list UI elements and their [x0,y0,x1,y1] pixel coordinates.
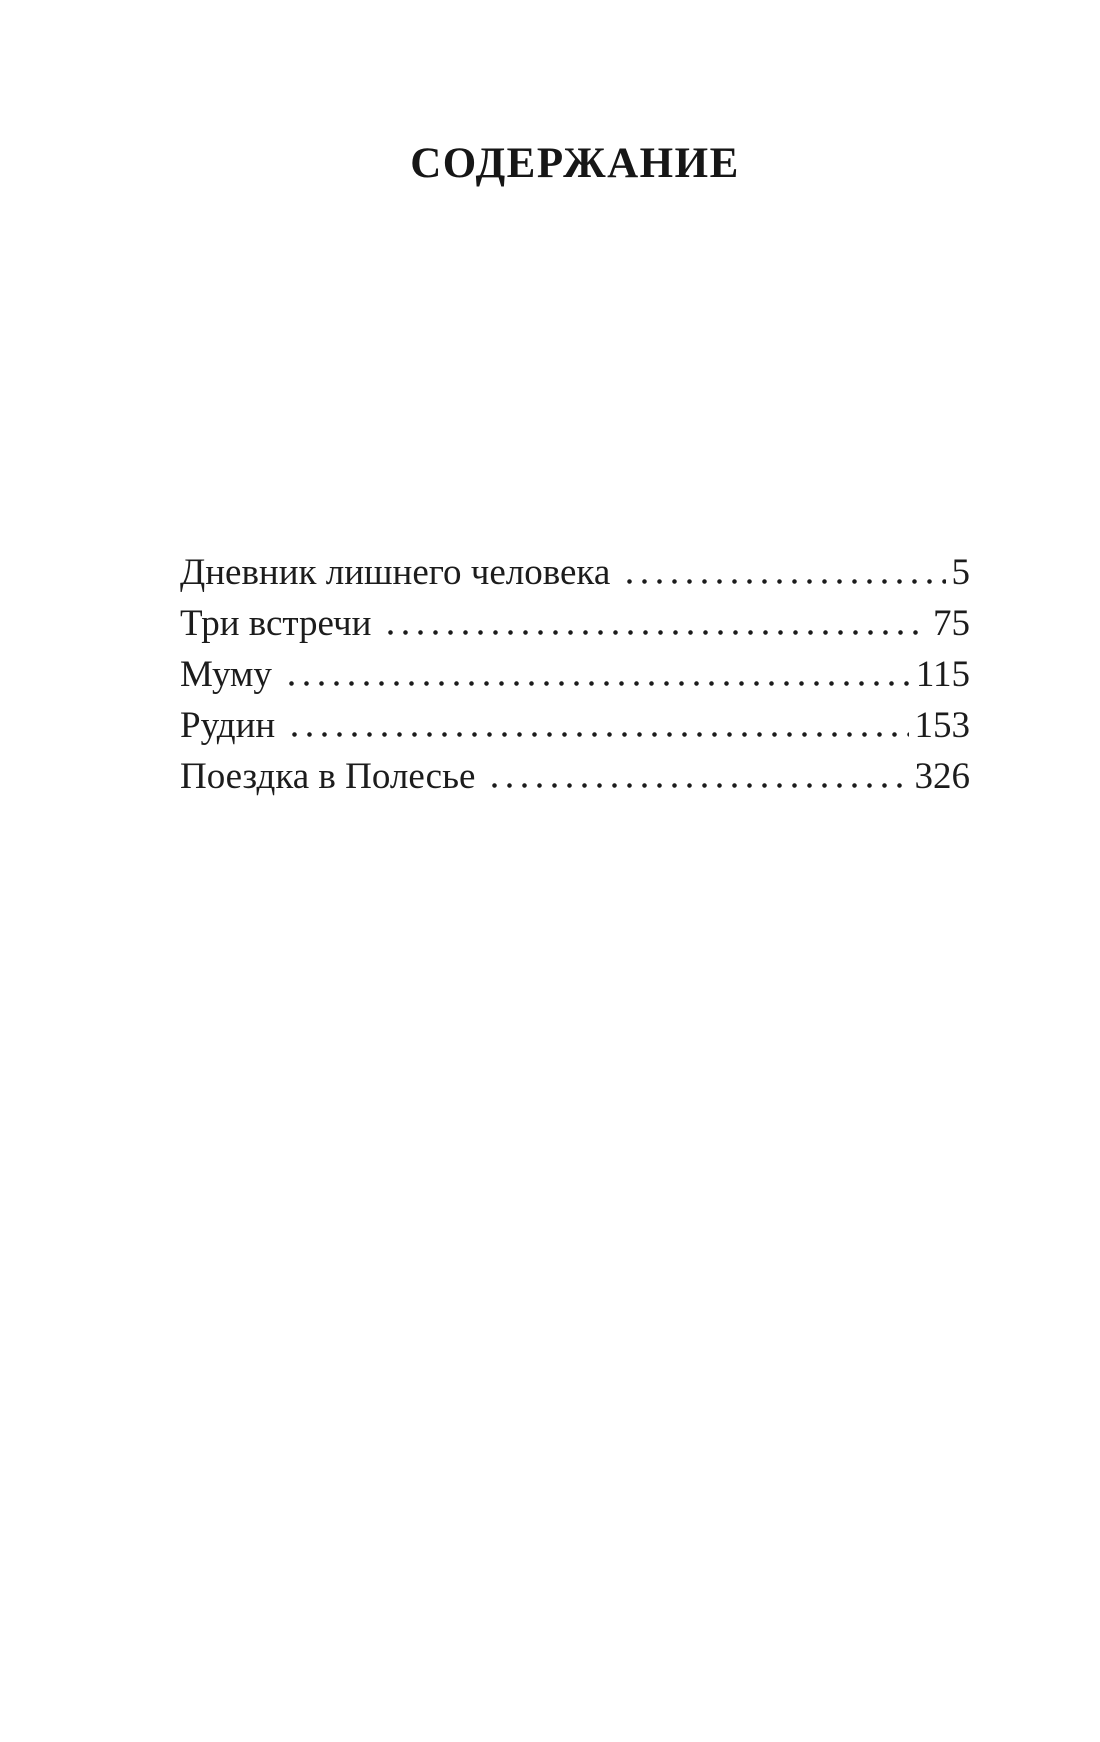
toc-entry-title: Рудин [180,705,276,747]
toc-entry-title: Три встречи [180,603,372,645]
toc-entry-page: 153 [914,705,970,747]
dot-leader [284,681,910,686]
dot-leader [383,630,927,635]
toc-list [180,547,970,802]
toc-entry [180,700,970,751]
toc-entry [180,547,970,598]
book-page [180,0,970,1742]
toc-entry [180,649,970,700]
dot-leader [287,732,908,737]
toc-entry-page: 115 [915,654,970,696]
toc-entry-page: 75 [933,603,970,645]
toc-entry-title: Поездка в Полесье [180,756,476,798]
toc-entry-title: Муму [180,654,272,696]
page-title: СОДЕРЖАНИЕ [410,140,740,187]
toc-entry-page: 5 [951,552,970,594]
toc-entry-title: Дневник лишнего человека [180,552,611,594]
toc-entry [180,598,970,649]
toc-entry [180,751,970,802]
dot-leader [487,783,908,788]
dot-leader [622,579,945,584]
toc-entry-page: 326 [914,756,970,798]
